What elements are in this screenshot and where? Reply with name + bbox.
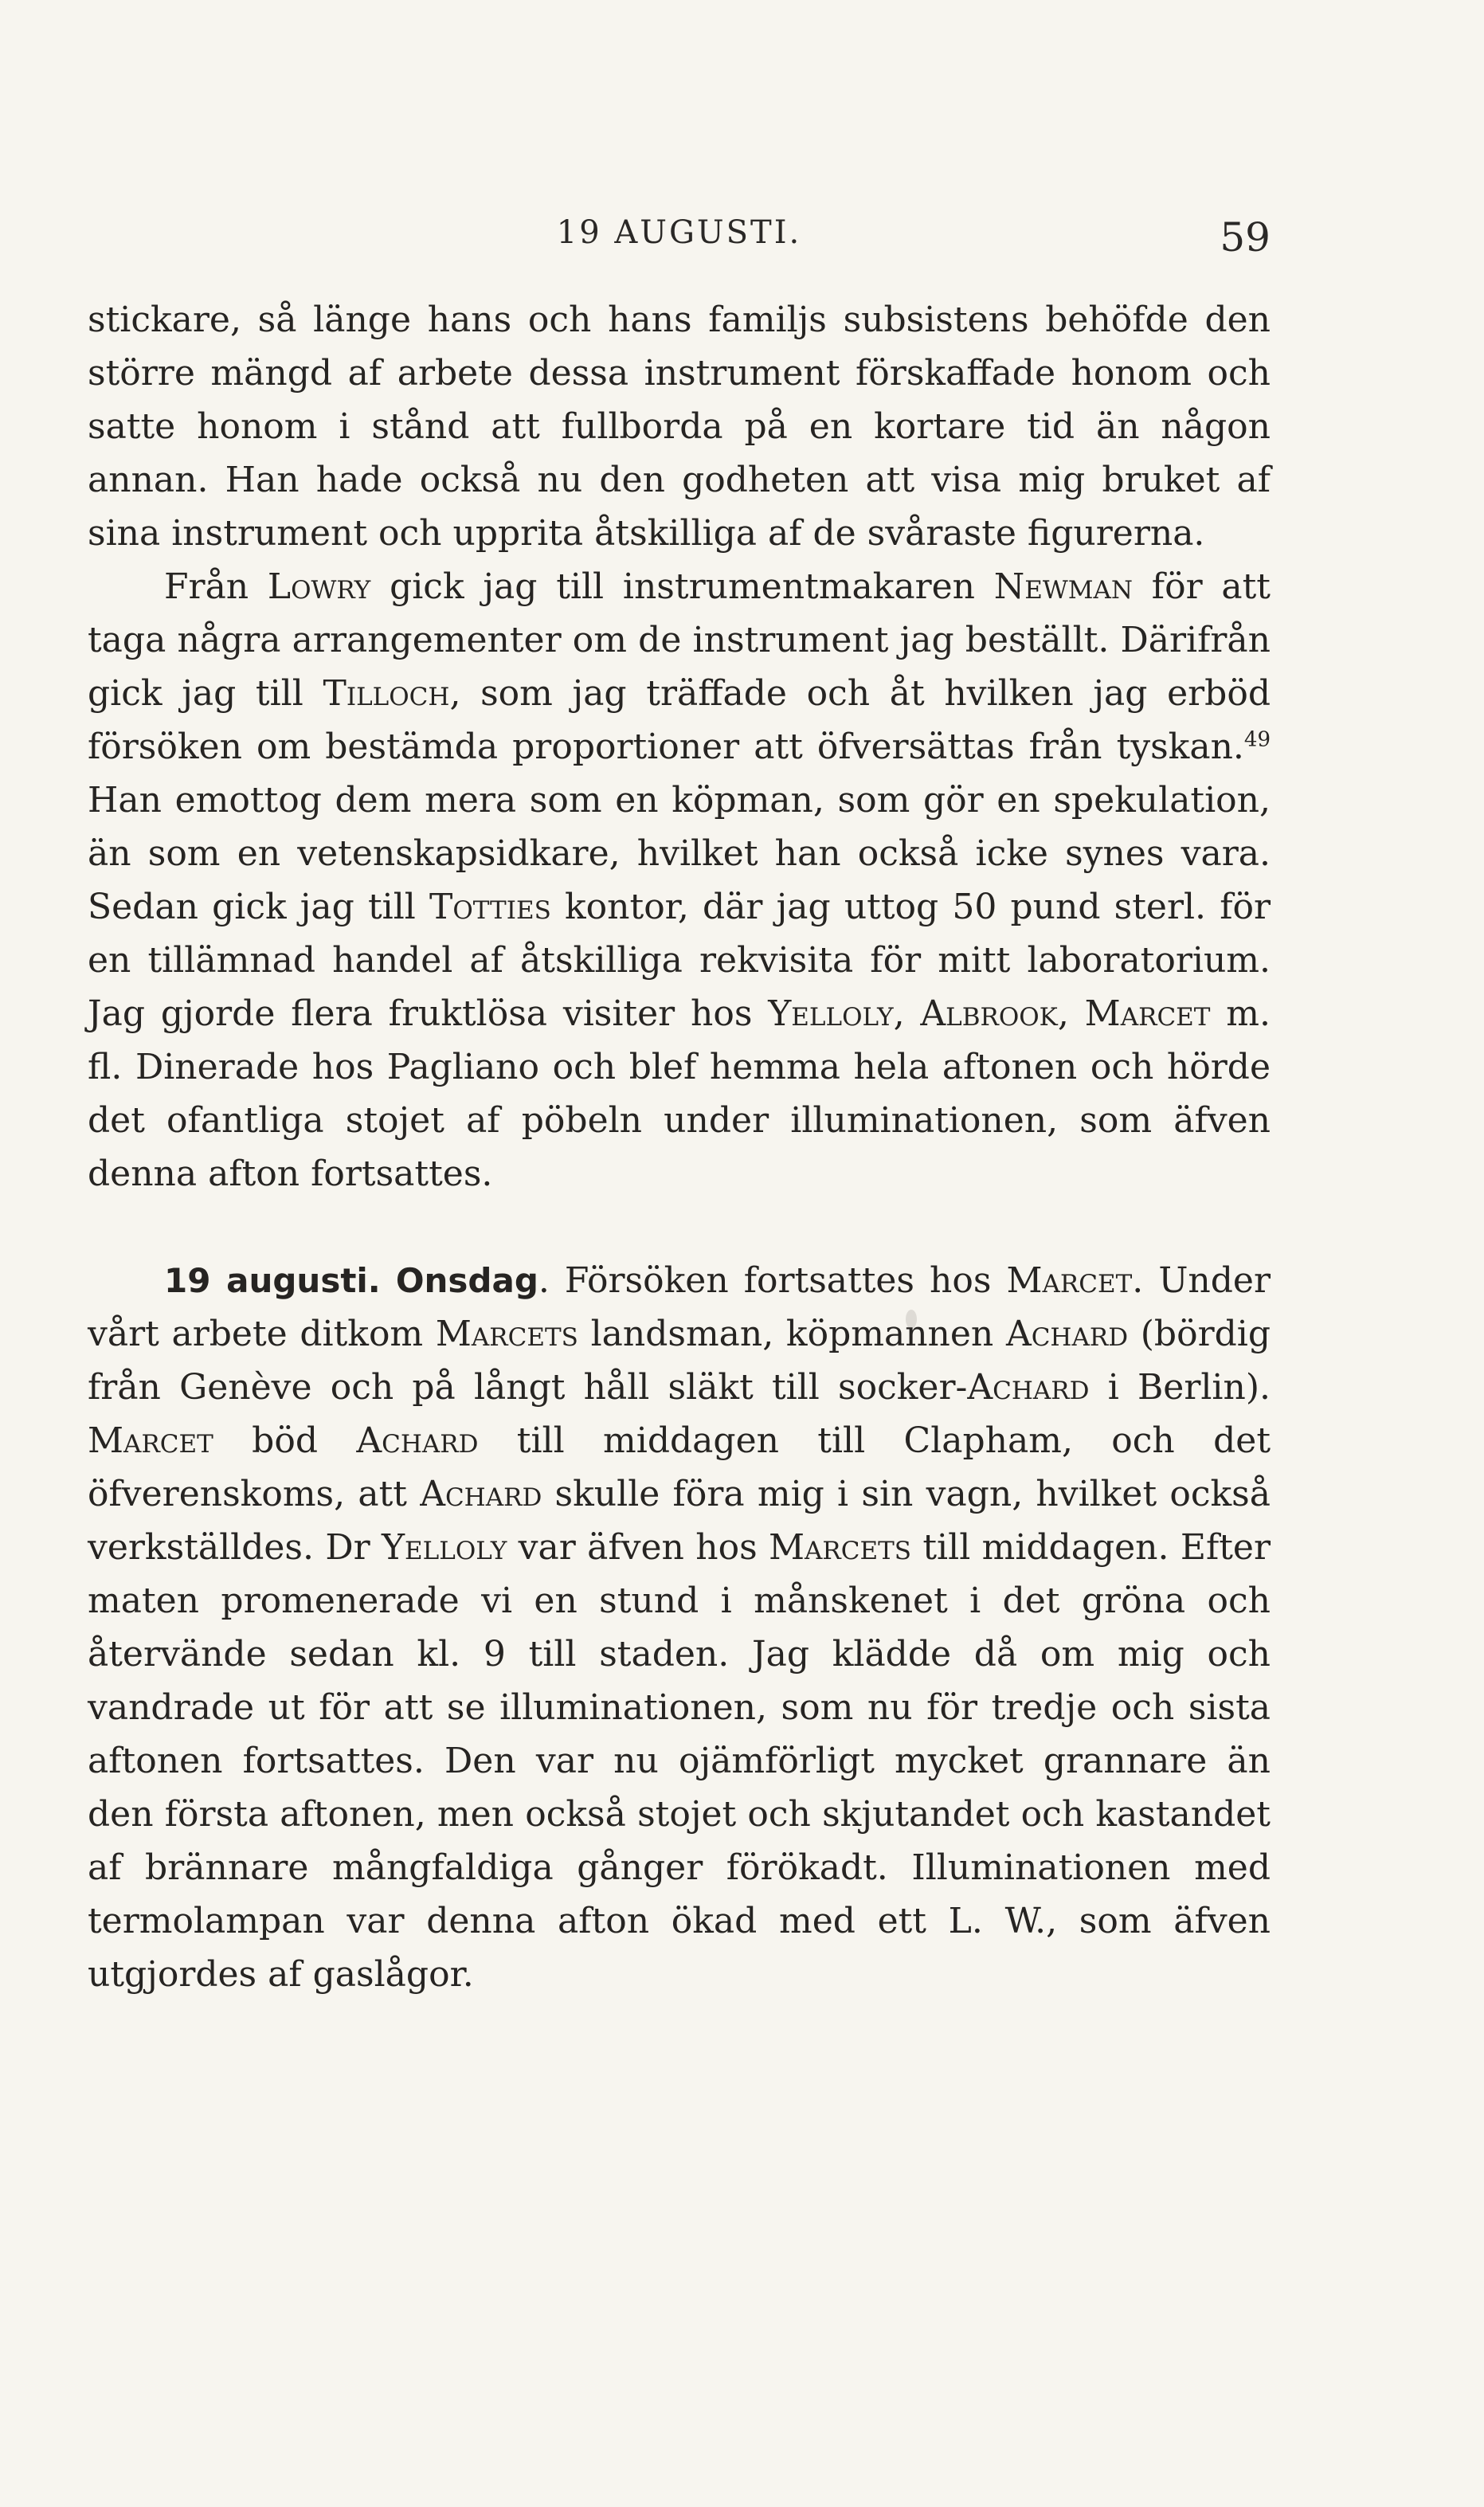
footnote-reference: 49 — [1243, 727, 1271, 752]
name-achard: Achard — [356, 1420, 479, 1461]
name-tilloch: Tilloch — [323, 673, 450, 714]
name-achard: Achard — [967, 1367, 1090, 1408]
text-run: i Berlin). — [1089, 1367, 1271, 1408]
name-albrook: Albrook — [920, 993, 1058, 1034]
running-title: 19 AUGUSTI. — [556, 214, 802, 251]
text-run: . Försöken fortsattes hos — [538, 1260, 1007, 1301]
text-run: böd — [213, 1420, 357, 1461]
text-run: . Under vårt arbete ditkom — [88, 1260, 1271, 1354]
running-header — [88, 209, 1271, 264]
name-yelloly: Yelloly — [382, 1527, 507, 1568]
name-yelloly: Yelloly — [768, 993, 894, 1034]
body-text — [88, 293, 1271, 2001]
entry-weekday: Onsdag — [395, 1261, 538, 1300]
text-run: , som jag träffade och åt hvilken jag erböd försöken om bestämda proportioner att öfversättas från tyskan. — [88, 673, 1271, 767]
text-run: m. fl. Dinerade hos Pagliano och blef hemma hela aftonen och hörde det ofantliga stojet af pöbeln under illuminationen, som äfven denna afton fortsattes. — [88, 993, 1271, 1194]
name-marcet: Marcet — [1006, 1260, 1133, 1301]
name-marcet: Marcet — [1084, 993, 1211, 1034]
paragraph-from-lowry — [88, 560, 1271, 1201]
text-run: till middagen. Efter maten promenerade vi en stund i månskenet i det gröna och återvände sedan kl. 9 till staden. Jag klädde då om mig och vandrade ut för att se illuminationen, som nu för tredje och sista aftonen fortsattes. Den var nu ojämförligt mycket grannare än den första aftonen, men också stojet och skjutandet och kastandet af brännare mångfaldiga gånger förökadt. Illuminationen med termolampan var denna afton ökad med ett L. W., som äfven utgjordes af gaslågor. — [88, 1527, 1271, 1995]
name-achard: Achard — [420, 1474, 542, 1514]
text-run: Från — [164, 566, 268, 607]
text-run: landsman, köpmannen — [578, 1314, 1006, 1354]
text-run: (bördig från Genève och på långt håll släkt till socker- — [88, 1314, 1271, 1408]
name-newman: Newman — [993, 566, 1134, 607]
text-run: för att taga några arrangementer om de instrument jag beställt. Därifrån gick jag till — [88, 566, 1271, 714]
text-run: , — [1057, 993, 1085, 1034]
name-marcets: Marcets — [435, 1314, 578, 1354]
name-totties: Totties — [429, 887, 551, 927]
text-run: gick jag till instrumentmakaren — [370, 566, 994, 607]
name-marcet: Marcet — [88, 1420, 213, 1461]
diary-entry-19-august — [88, 1254, 1271, 2001]
paragraph-continued: stickare, så länge hans och hans familjs subsistens behöfde den större mängd af arbete dessa instrument förskaffade honom och satte honom i stånd att fullborda på en kortare tid än någon annan. Han hade också nu den godheten att visa mig bruket af sina instrument och upprita åtskilliga af de svåraste figurerna. — [88, 300, 1271, 554]
text-run: skulle föra mig i sin vagn, hvilket också verkställdes. Dr — [88, 1474, 1271, 1568]
text-run: till middagen till Clapham, och det öfverenskoms, att — [88, 1420, 1271, 1514]
name-achard: Achard — [1005, 1314, 1129, 1354]
text-run: , — [893, 993, 921, 1034]
name-lowry: Lowry — [267, 566, 371, 607]
text-run: kontor, där jag uttog 50 pund sterl. för en tillämnad handel af åtskilliga rekvisita för mitt laboratorium. Jag gjorde flera fruktlösa visiter hos — [88, 887, 1271, 1034]
entry-date: 19 augusti. — [164, 1261, 381, 1300]
page-number: 59 — [1220, 214, 1271, 260]
text-run: Han emottog dem mera som en köpman, som gör en spekulation, än som en vetenskapsidkare, hvilket han också icke synes vara. Sedan gick jag till — [88, 780, 1271, 927]
text-run: var äfven hos — [507, 1527, 769, 1568]
name-marcets: Marcets — [768, 1527, 912, 1568]
